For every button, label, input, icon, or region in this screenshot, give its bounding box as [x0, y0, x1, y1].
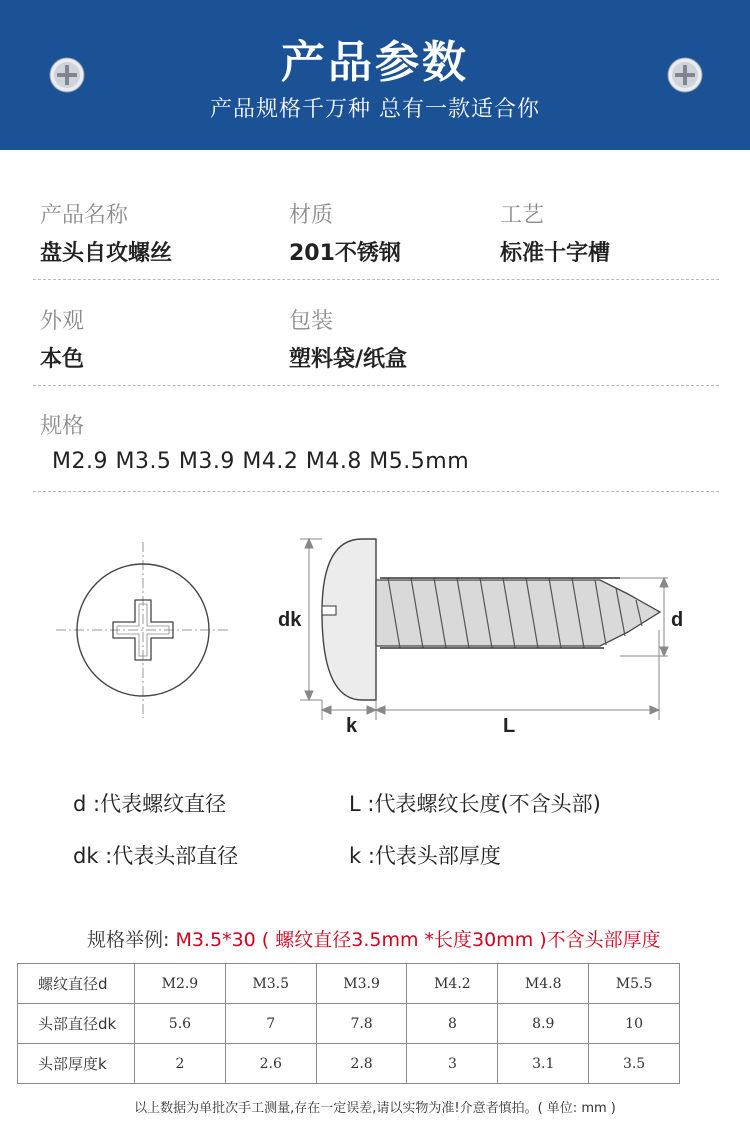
product-name-value: 盘头自攻螺丝 — [40, 241, 173, 266]
k-dimension-label: k — [346, 715, 358, 737]
L-dimension-label: L — [503, 715, 516, 737]
spec-table — [17, 963, 680, 1084]
table-cell: 7 — [225, 1004, 316, 1044]
table-cell: M5.5 — [589, 964, 680, 1004]
material-label: 材质 — [289, 203, 334, 228]
table-cell: 2 — [135, 1044, 226, 1084]
size-label: 规格 — [40, 414, 85, 439]
page-title: 产品参数 — [281, 37, 469, 88]
appearance-label: 外观 — [40, 309, 85, 334]
spec-example-prefix: 规格举例: — [87, 929, 176, 951]
table-cell: 7.8 — [316, 1004, 407, 1044]
table-cell: M3.9 — [316, 964, 407, 1004]
screw-head-icon — [667, 57, 703, 93]
table-row — [18, 1004, 680, 1044]
table-cell: M4.8 — [498, 964, 589, 1004]
page-subtitle: 产品规格千万种 总有一款适合你 — [210, 97, 540, 122]
table-cell: 2.6 — [225, 1044, 316, 1084]
table-cell: 2.8 — [316, 1044, 407, 1084]
legend-dk: dk :代表头部直径 — [73, 844, 239, 868]
table-cell: M4.2 — [407, 964, 498, 1004]
table-cell: M2.9 — [135, 964, 226, 1004]
legend-L: L :代表螺纹长度(不含头部) — [349, 792, 601, 816]
product-name-label: 产品名称 — [40, 203, 129, 228]
table-row — [18, 964, 680, 1004]
table-cell: 3.1 — [498, 1044, 589, 1084]
spec-example — [87, 925, 661, 952]
divider — [33, 491, 719, 492]
legend-k: k :代表头部厚度 — [349, 844, 501, 868]
appearance-value: 本色 — [40, 347, 85, 372]
divider — [33, 385, 719, 386]
material-value: 201不锈钢 — [289, 241, 401, 266]
package-label: 包装 — [289, 309, 334, 334]
row-header: 螺纹直径d — [18, 964, 135, 1004]
screw-top-view — [56, 542, 228, 718]
size-value: M2.9 M3.5 M3.9 M4.2 M4.8 M5.5mm — [52, 449, 470, 474]
dk-dimension-label: dk — [278, 609, 302, 631]
craft-value: 标准十字槽 — [500, 241, 611, 266]
package-value: 塑料袋/纸盒 — [289, 347, 408, 372]
table-cell: 5.6 — [135, 1004, 226, 1044]
divider — [33, 279, 719, 280]
header-banner — [0, 0, 750, 150]
measurement-footnote: 以上数据为单批次手工测量,存在一定误差,请以实物为准!介意者慎拍。( 单位: mm ) — [134, 1101, 616, 1116]
table-cell: 8 — [407, 1004, 498, 1044]
table-cell: 10 — [589, 1004, 680, 1044]
table-cell: 3 — [407, 1044, 498, 1084]
row-header: 头部厚度k — [18, 1044, 135, 1084]
legend-d: d :代表螺纹直径 — [73, 792, 227, 816]
table-cell: M3.5 — [225, 964, 316, 1004]
craft-label: 工艺 — [500, 203, 545, 228]
screw-side-view — [322, 539, 660, 700]
table-cell: 3.5 — [589, 1044, 680, 1084]
d-dimension-label: d — [671, 609, 684, 631]
table-row — [18, 1044, 680, 1084]
screw-dimension-diagram — [0, 520, 750, 750]
spec-example-text: M3.5*30 ( 螺纹直径3.5mm *长度30mm )不含头部厚度 — [175, 929, 661, 951]
row-header: 头部直径dk — [18, 1004, 135, 1044]
table-cell: 8.9 — [498, 1004, 589, 1044]
